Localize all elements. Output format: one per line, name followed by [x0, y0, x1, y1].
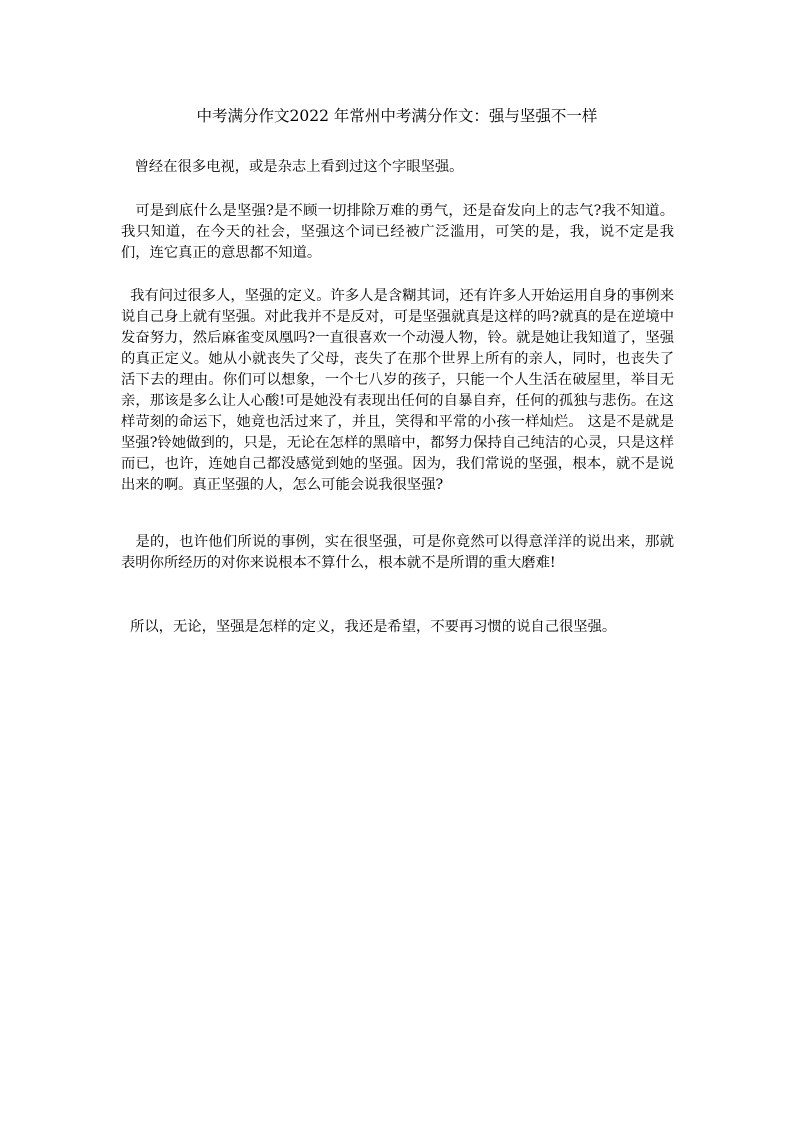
paragraph-3: 我有问过很多人，坚强的定义。许多人是含糊其词，还有许多人开始运用自身的事例来说自己身上就有坚强。对此我并不是反对，可是坚强就真是这样的吗?就真的是在逆境中发奋努力，然后麻雀变凤凰吗?一直很喜欢一个动漫人物，铃。就是她让我知道了，坚强的真正定义。她从小就丧失了父母，丧失了在那个世界上所有的亲人，同时，也丧失了活下去的理由。你们可以想象，一个七八岁的孩子，只能一个人生活在破屋里，举目无亲，那该是多么让人心酸!可是她没有表现出任何的自暴自弃，任何的孤独与悲伤。在这样苛刻的命运下，她竟也活过来了，并且，笑得和平常的小孩一样灿烂。 这是不是就是坚强?铃她做到的，只是，无论在怎样的黑暗中，都努力保持自己纯洁的心灵，只是这样而已，也许，连她自己都没感觉到她的坚强。因为，我们常说的坚强，根本，就不是说出来的啊。真正坚强的人，怎么可能会说我很坚强?	[121, 288, 674, 493]
paragraph-5: 所以，无论，坚强是怎样的定义，我还是希望，不要再习惯的说自己很坚强。	[121, 619, 617, 635]
paragraph-2: 可是到底什么是坚强?是不顾一切排除万难的勇气，还是奋发向上的志气?我不知道。我只知道，在今天的社会，坚强这个词已经被广泛滥用，可笑的是，我，说不定是我们，连它真正的意思都不知道。	[121, 203, 675, 261]
paragraph-1: 曾经在很多电视，或是杂志上看到过这个字眼坚强。	[121, 159, 464, 175]
paragraph-4: 是的，也许他们所说的事例，实在很坚强，可是你竟然可以得意洋洋的说出来，那就表明你所经历的对你来说根本不算什么，根本就不是所谓的重大磨难!	[121, 534, 674, 571]
document-title: 中考满分作文2022 年常州中考满分作文：强与坚强不一样	[196, 107, 598, 125]
